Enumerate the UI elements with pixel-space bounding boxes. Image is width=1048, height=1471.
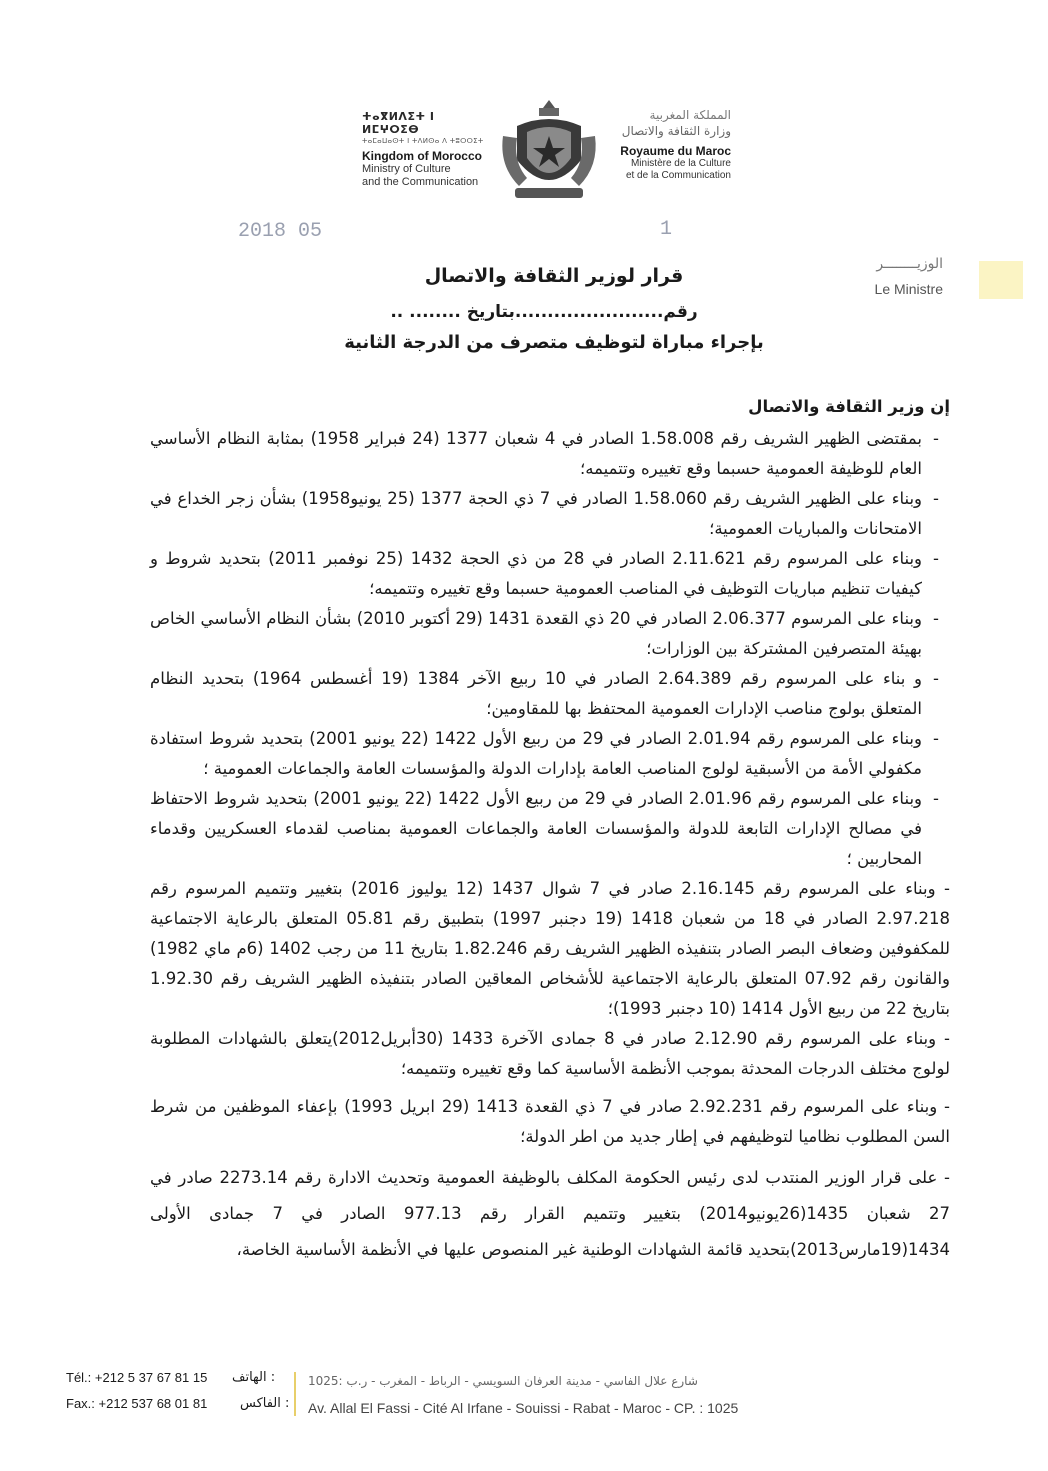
header-french-arabic-block — [601, 108, 731, 182]
ministry-fr-2: et de la Communication — [625, 170, 731, 181]
kingdom-fr: Royaume du Maroc — [620, 144, 731, 158]
decision-subject: بإجراء مباراة لتوظيف متصرف من الدرجة الثانية — [344, 332, 764, 353]
list-item-text: بمقتضى الظهير الشريف رقم 1.58.008 الصادر في 4 شعبان 1377 (24 فبراير 1958) بمثابة النظام الأساسي العام للوظيفة العمومية حسبما وقع تغييره وتتميمه؛ — [150, 429, 923, 478]
bullet-mark: - — [933, 489, 939, 508]
list-item-text: وبناء على الظهير الشريف رقم 1.58.060 الصادر في 7 ذي الحجة 1377 (25 يونيو1958) بشأن زجر الخداع في الامتحانات والمباريات العمومية؛ — [150, 489, 923, 538]
signatory-ar: الوزيــــــــر — [876, 256, 943, 272]
footer-address-ar: شارع علال الفاسي - مدينة العرفان السويسي - الرباط - المغرب - ر.ب :1025 — [308, 1374, 698, 1388]
list-item — [150, 484, 950, 544]
footer-divider — [294, 1372, 296, 1416]
royal-coat-of-arms-icon — [497, 96, 601, 206]
list-item-text: وبناء على المرسوم رقم 2.01.96 الصادر في 29 من ربيع الأول 1422 (22 يونيو 2001) بتحديد شروط الاحتفاظ في مصالح الإدارات التابعة للدولة والمؤسسات العامة والجماعات العمومية بمناصب لقدماء العسكريين وقدماء المحاربين ؛ — [150, 789, 923, 868]
list-item — [150, 424, 950, 484]
footer-fax: Fax.: +212 537 68 01 81 — [66, 1396, 208, 1411]
ministry-en-2: and the Communication — [362, 176, 479, 188]
flat-paragraph: - على قرار الوزير المنتدب لدى رئيس الحكومة المكلف بالوظيفة العمومية وتحديث الادارة رقم 2273.14 صادر في 27 شعبان 1435(26يونيو2014) بتغيير وتتميم القرار رقم 977.13 الصادر في 7 جمادى الأولى 1434(19مارس2013)بتحديد قائمة الشهادات الوطنية غير المنصوص عليها في الأنظمة الأساسية الخاصة، — [150, 1168, 950, 1259]
list-item-text: وبناء على المرسوم رقم 2.11.621 الصادر في 28 من ذي الحجة 1432 (25 نوفمبر 2011) بتحديد شروط و كيفيات تنظيم مباريات التوظيف في المناصب العمومية حسبما وقع تغييره وتتميمه؛ — [150, 549, 923, 598]
ministry-en-1: Ministry of Culture — [362, 163, 451, 175]
bullet-mark: - — [933, 549, 939, 568]
bullet-mark: - — [933, 669, 939, 688]
tifinagh-ministry: ⵜⴰⵎⴰⵡⴰⵙⵜ ⵏ ⵜⴷⵍⵙⴰ ⴷ ⵜⵓⵔⵔⵉⵜ — [362, 137, 484, 145]
bullet-mark: - — [933, 789, 939, 808]
flat-paragraph: - وبناء على المرسوم رقم 2.16.145 صادر في 7 شوال 1437 (12 يوليوز 2016) بتغيير وتتميم المرسوم رقم 2.97.218 الصادر في 18 من شعبان 1418 (19 دجنبر 1997) بتطبيق رقم 05.81 المتعلق بالرعاية الاجتماعية للمكفوفين وضعاف البصر الصادر بتنفيذه الظهير الشريف رقم 1.82.246 بتاريخ 11 من رجب 1402 (6م ماي 1982) والقانون رقم 07.92 المتعلق بالرعاية الاجتماعية للأشخاص المعاقين الصادر بتنفيذه الظهير الشريف رقم 1.92.30 بتاريخ 22 من ربيع الأول 1414 (10 دجنبر 1993)؛ — [150, 879, 950, 1018]
ministry-fr-1: Ministère de la Culture — [630, 158, 731, 169]
bullet-mark: - — [933, 429, 939, 448]
list-item — [150, 604, 950, 664]
ministry-ar: وزارة الثقافة والاتصال — [621, 124, 731, 138]
flat-paragraph: - وبناء على المرسوم رقم 2.92.231 صادر في 7 ذي القعدة 1413 (29 ابريل 1993) بإعفاء الموظفين من شرط السن المطلوب نظاميا لتوظيفهم في إطار جديد من اطر الدولة؛ — [150, 1097, 950, 1146]
bullet-mark: - — [933, 729, 939, 748]
bullet-mark: - — [933, 609, 939, 628]
number-stamp: 1 — [660, 218, 673, 241]
footer-fax-ar: : الفاكس — [240, 1396, 290, 1411]
decision-title: قرار لوزير الثقافة والاتصال — [424, 265, 684, 287]
list-item — [150, 544, 950, 604]
list-item-text: وبناء على المرسوم رقم 2.01.94 الصادر في 29 من ربيع الأول 1422 (22 يونيو 2001) بتحديد شروط استفادة مكفولي الأمة من الأسبقية لولوج المناصب العامة بإدارات الدولة والمؤسسات العامة والجماعات العمومية ؛ — [150, 729, 922, 778]
date-stamp: 2018 05 — [238, 220, 323, 243]
decision-body — [150, 392, 950, 1268]
kingdom-ar: المملكة المغربية — [649, 108, 731, 122]
flat-paragraph: - وبناء على المرسوم رقم 2.12.90 صادر في 8 جمادى الآخرة 1433 (30أبريل2012)يتعلق بالشهادات المطلوبة لولوج مختلف الدرجات المحدثة بموجب الأنظمة الأساسية كما وقع تغييره وتتميمه؛ — [150, 1029, 950, 1078]
list-item-text: وبناء على المرسوم 2.06.377 الصادر في 20 ذي القعدة 1431 (29 أكتوبر 2010) بشأن النظام الأساسي الخاص بهيئة المتصرفين المشتركة بين الوزارات؛ — [150, 609, 922, 658]
signatory-fr: Le Ministre — [874, 281, 943, 297]
footer-tel-ar: : الهاتف — [232, 1370, 276, 1385]
decision-number-date: رقم.......................بتاريخ ........ .. — [390, 302, 698, 322]
opening-line: إن وزير الثقافة والاتصال — [748, 397, 950, 416]
kingdom-en: Kingdom of Morocco — [362, 149, 482, 163]
footer-address-fr: Av. Allal El Fassi - Cité Al Irfane - Souissi - Rabat - Maroc - CP. : 1025 — [308, 1400, 739, 1416]
list-item-text: و بناء على المرسوم رقم 2.64.389 الصادر في 10 ربيع الآخر 1384 (19 أغسطس 1964) بتحديد النظام المتعلق بولوج مناصب الإدارات العمومية المحتفظ بها للمقاومين؛ — [150, 669, 923, 718]
list-item — [150, 784, 950, 874]
footer-tel: Tél.: +212 5 37 67 81 15 — [66, 1370, 208, 1385]
header-english-block — [362, 110, 492, 189]
tifinagh-kingdom: ⵜⴰⴳⵍⴷⵉⵜ ⵏ ⵍⵎⵖⵔⵉⴱ — [362, 110, 435, 136]
list-item — [150, 724, 950, 784]
list-item — [150, 664, 950, 724]
